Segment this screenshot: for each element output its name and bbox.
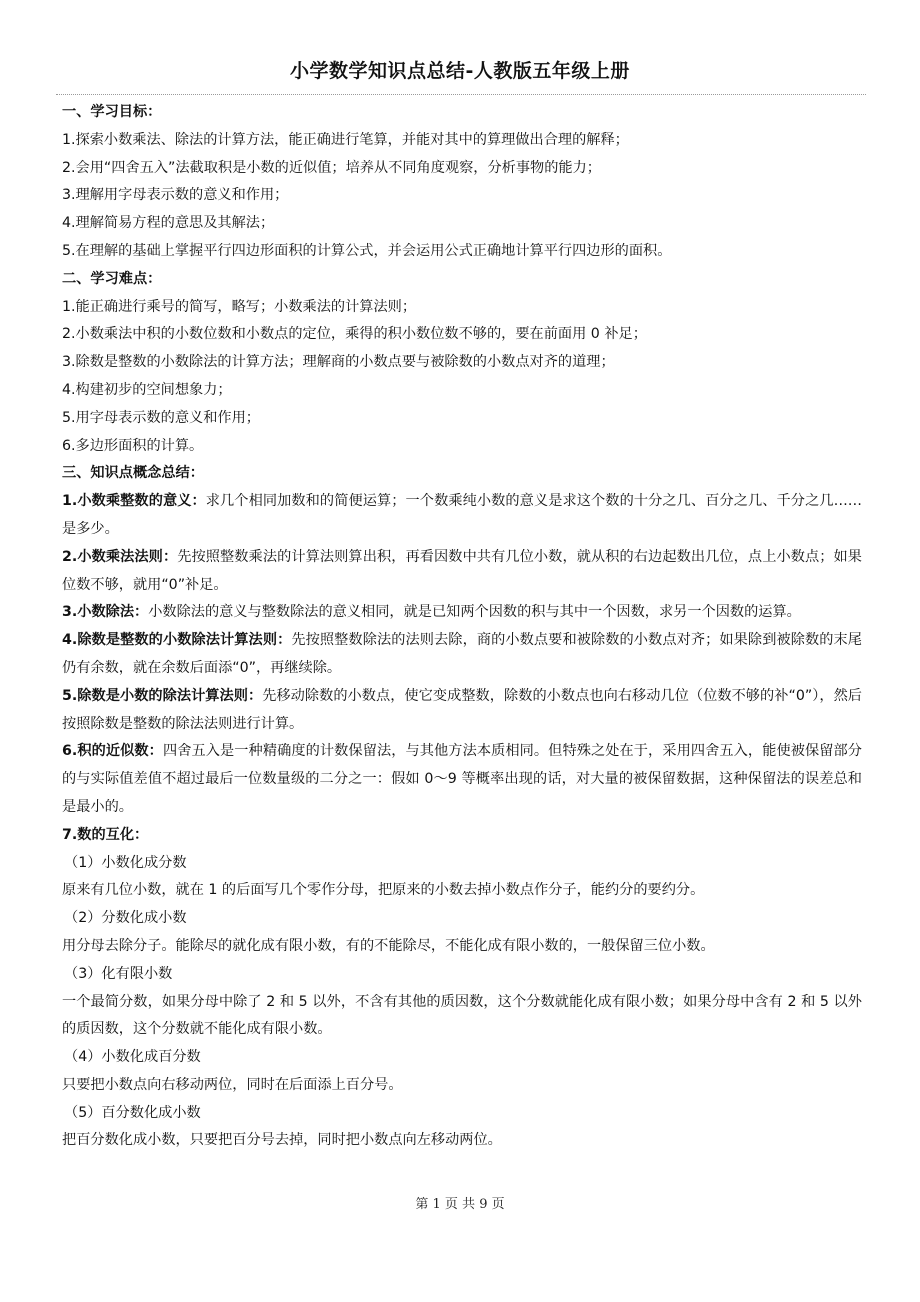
difficulty-item: 6.多边形面积的计算。: [62, 437, 204, 454]
section-heading-difficulties: 二、学习难点：: [62, 270, 162, 287]
concept-term: 2.小数乘法法则：: [62, 548, 178, 565]
difficulty-item: 1.能正确进行乘号的简写，略写；小数乘法的计算法则；: [62, 298, 417, 315]
conversion-text: 只要把小数点向右移动两位，同时在后面添上百分号。: [62, 1076, 403, 1093]
conversion-text: 原来有几位小数，就在 1 的后面写几个零作分母，把原来的小数去掉小数点作分子，能约分的要约分。: [62, 882, 705, 899]
concept-term: 4.除数是整数的小数除法计算法则：: [62, 632, 292, 649]
conversion-label: （5）百分数化成小数: [64, 1104, 201, 1121]
concept-item-conversion-heading: 7.数的互化：: [62, 826, 149, 843]
concept-term: 3.小数除法：: [62, 604, 149, 621]
concept-term: 5.除数是小数的除法计算法则：: [62, 687, 263, 704]
conversion-label: （3）化有限小数: [64, 965, 173, 982]
page-number: 第 1 页 共 9 页: [415, 1197, 505, 1212]
goal-item: 4.理解简易方程的意思及其解法；: [62, 215, 275, 232]
concept-text: 四舍五入是一种精确度的计数保留法，与其他方法本质相同。但特殊之处在于，采用四舍五入，能使被保留部分的与实际值差值不超过最后一位数量级的二分之一：假如 0～9 等概率出现的话，对大量的被保留数据，这种保留法的误差总和是最小的。: [62, 743, 862, 815]
concept-item: [62, 488, 862, 544]
page-title: 小学数学知识点总结-人教版五年级上册: [290, 60, 630, 82]
concept-text: 先按照整数除法的法则去除，商的小数点要和被除数的小数点对齐；如果除到被除数的末尾仍有余数，就在余数后面添“0”，再继续除。: [62, 632, 862, 676]
goal-item: 5.在理解的基础上掌握平行四边形面积的计算公式，并会运用公式正确地计算平行四边形的面积。: [62, 242, 672, 259]
concept-item: [62, 599, 862, 627]
section-heading-concepts: 三、知识点概念总结：: [62, 465, 204, 482]
concept-text: 先移动除数的小数点，使它变成整数，除数的小数点也向右移动几位（位数不够的补“0”），然后按照除数是整数的除法法则进行计算。: [62, 687, 862, 732]
concept-item: [62, 544, 862, 600]
concept-item: [62, 627, 862, 683]
conversion-text: 把百分数化成小数，只要把百分号去掉，同时把小数点向左移动两位。: [62, 1132, 502, 1149]
conversion-text: 一个最简分数，如果分母中除了 2 和 5 以外，不含有其他的质因数，这个分数就能化成有限小数；如果分母中含有 2 和 5 以外的质因数，这个分数就不能化成有限小数。: [62, 993, 862, 1038]
concept-text: 先按照整数乘法的计算法则算出积，再看因数中共有几位小数，就从积的右边起数出几位，点上小数点；如果位数不够，就用“0”补足。: [62, 548, 862, 593]
section-heading-goals: 一、学习目标：: [62, 104, 162, 120]
conversion-label: （1）小数化成分数: [64, 854, 187, 871]
conversion-label: （2）分数化成小数: [64, 910, 187, 927]
concept-item: [62, 683, 862, 739]
title-divider: [56, 94, 866, 95]
concept-term: 1.小数乘整数的意义：: [62, 493, 206, 510]
difficulty-item: 4.构建初步的空间想象力；: [62, 381, 232, 398]
concept-term: 6.积的近似数：: [62, 743, 163, 760]
conversion-label: （4）小数化成百分数: [64, 1049, 201, 1066]
difficulty-item: 2.小数乘法中积的小数位数和小数点的定位，乘得的积小数位数不够的，要在前面用 0 补足；: [62, 326, 647, 343]
difficulty-item: 3.除数是整数的小数除法的计算方法；理解商的小数点要与被除数的小数点对齐的道理；: [62, 354, 615, 371]
difficulty-item: 5.用字母表示数的意义和作用；: [62, 409, 260, 426]
conversion-text: 用分母去除分子。能除尽的就化成有限小数，有的不能除尽，不能化成有限小数的，一般保留三位小数。: [62, 937, 715, 954]
concept-text: 小数除法的意义与整数除法的意义相同，就是已知两个因数的积与其中一个因数，求另一个因数的运算。: [148, 604, 801, 621]
goal-item: 2.会用“四舍五入”法截取积是小数的近似值；培养从不同角度观察，分析事物的能力；: [62, 159, 601, 176]
concept-text: 求几个相同加数和的简便运算；一个数乘纯小数的意义是求这个数的十分之几、百分之几、千分之几……是多少。: [62, 493, 862, 537]
goal-item: 1.探索小数乘法、除法的计算方法，能正确进行笔算，并能对其中的算理做出合理的解释；: [62, 131, 629, 148]
goal-item: 3.理解用字母表示数的意义和作用；: [62, 187, 289, 204]
concept-item: [62, 738, 862, 821]
document-body: [62, 99, 862, 1155]
